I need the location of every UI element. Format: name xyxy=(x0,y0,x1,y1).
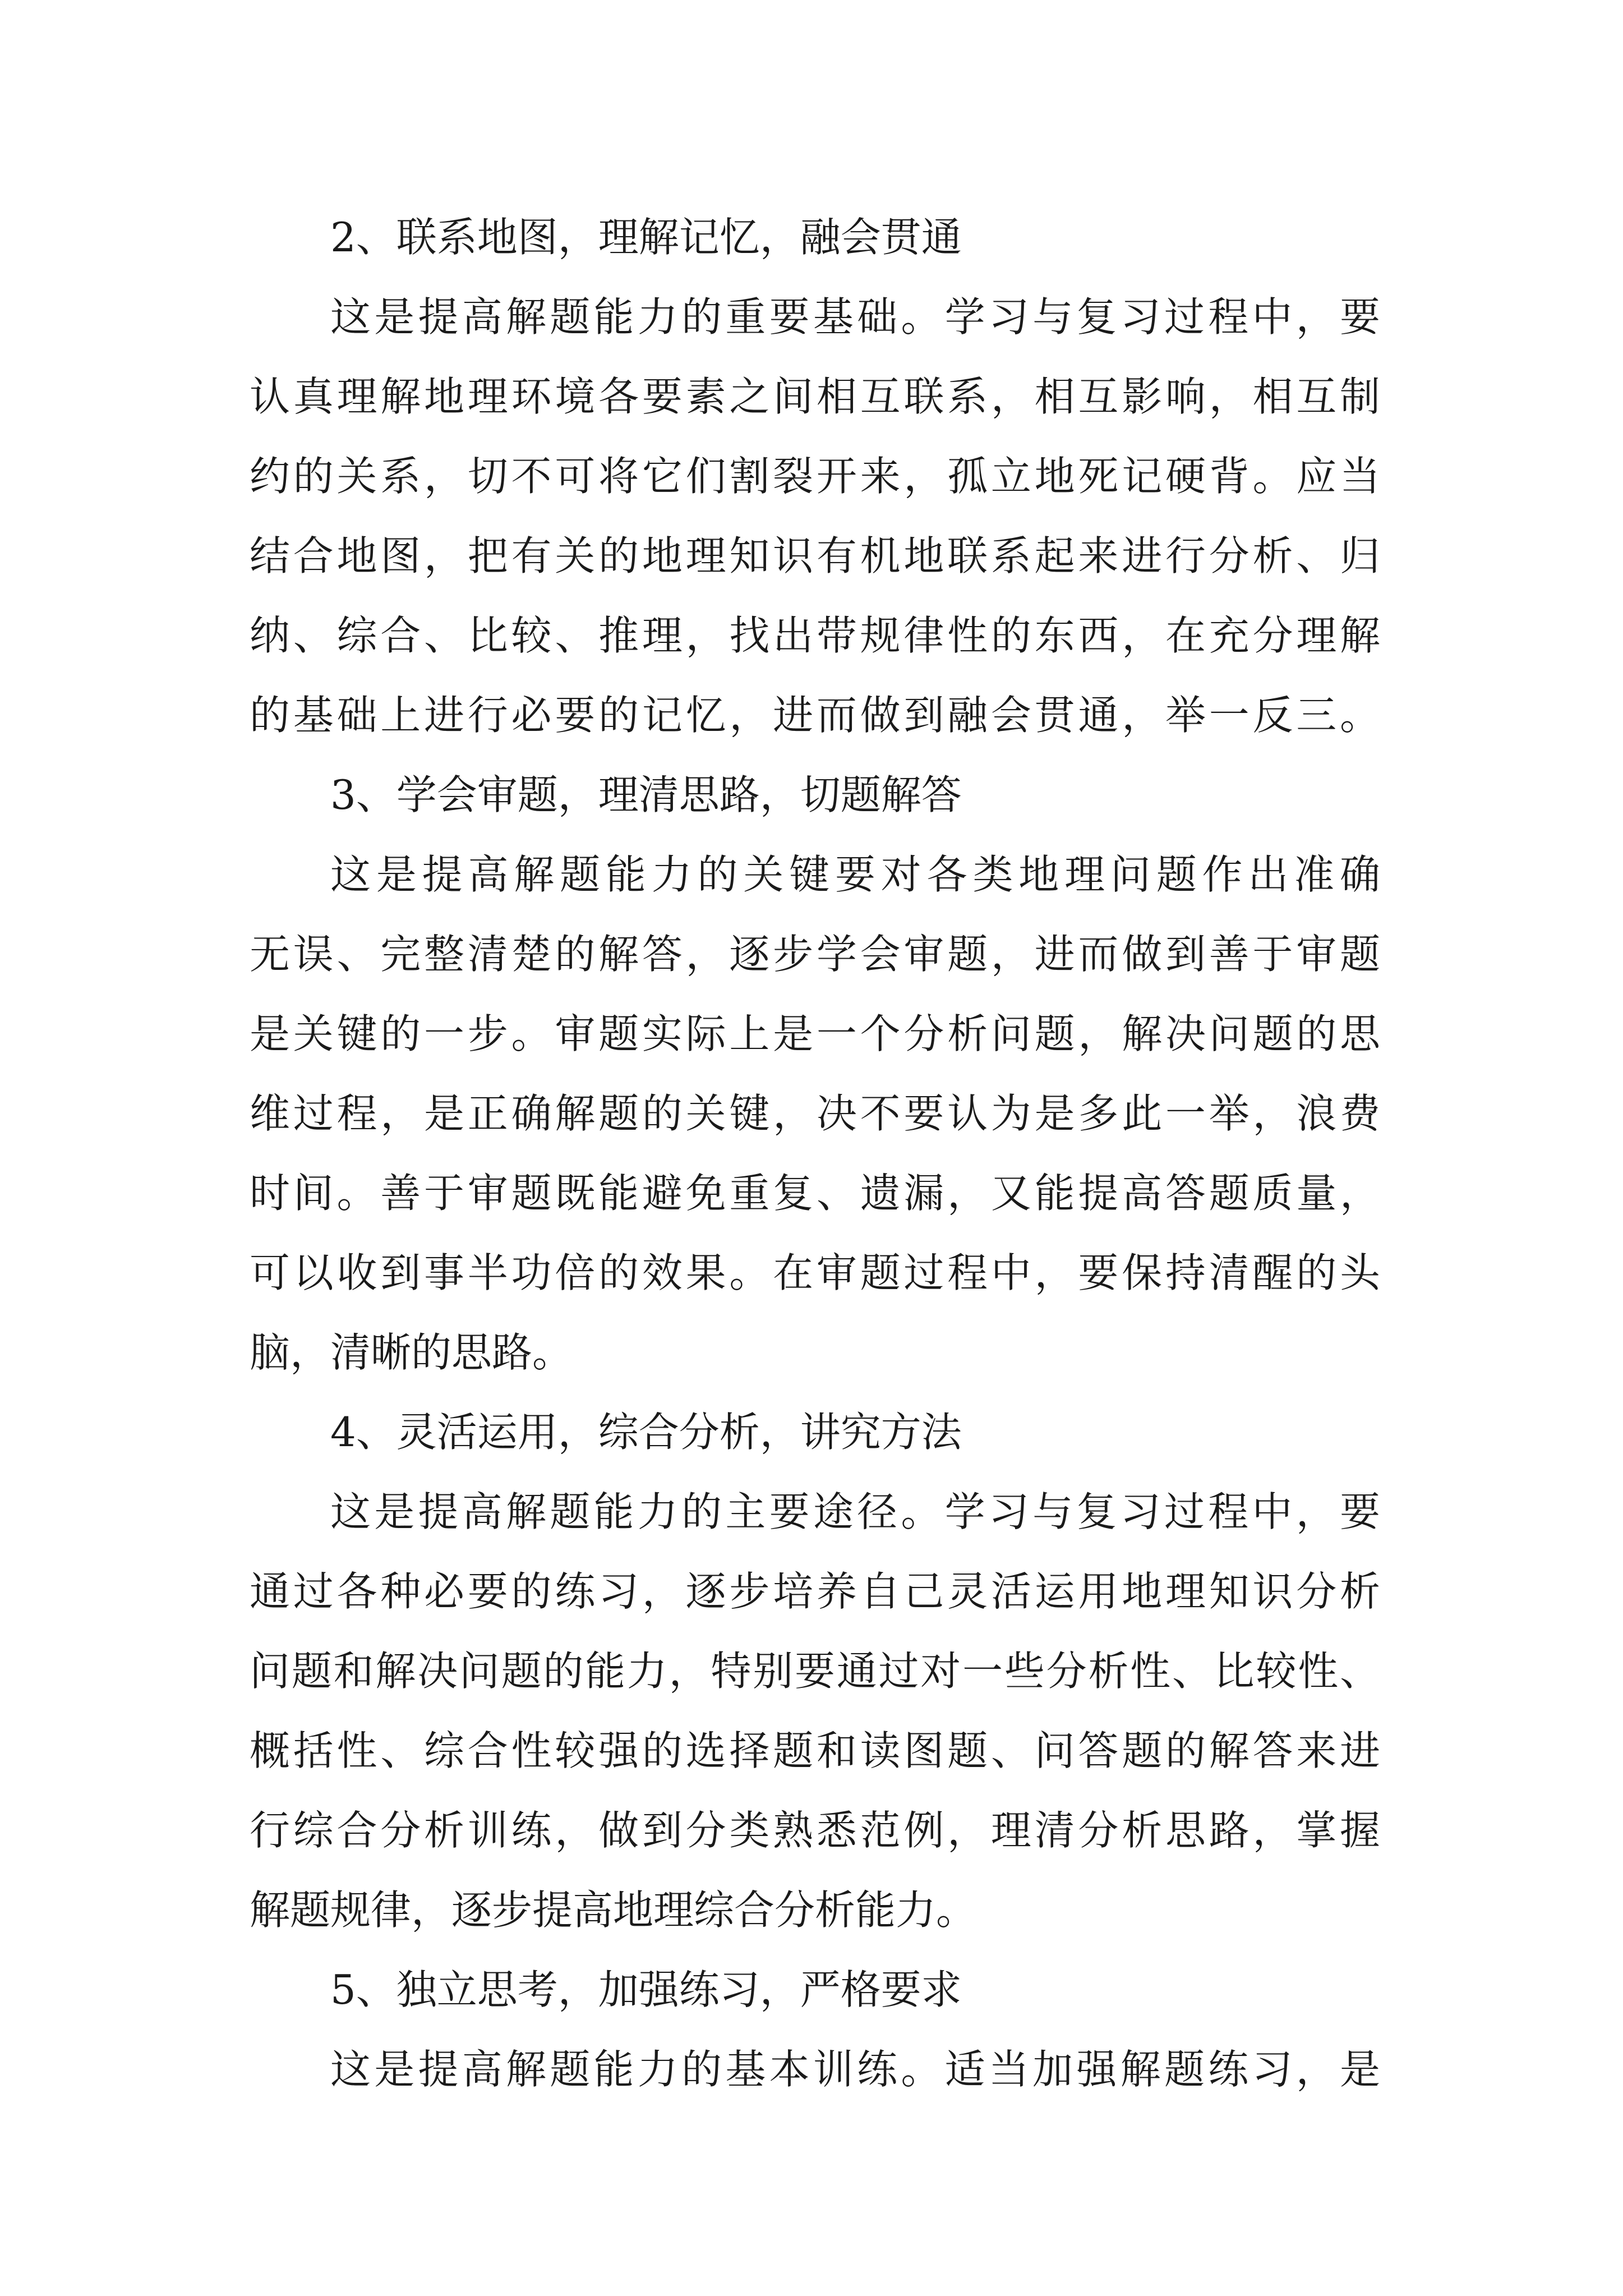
section-heading: 4、灵活运用，综合分析，讲究方法 xyxy=(330,1409,962,1456)
paragraph-line: 解题规律，逐步提高地理综合分析能力。 xyxy=(250,1887,977,1934)
paragraph-line: 约的关系，切不可将它们割裂开来，孤立地死记硬背。应当 xyxy=(250,453,1380,500)
section-heading: 2、联系地图，理解记忆，融会贯通 xyxy=(330,214,962,261)
paragraph-line: 脑，清晰的思路。 xyxy=(250,1329,573,1376)
paragraph-line: 这是提高解题能力的主要途径。学习与复习过程中，要 xyxy=(330,1488,1380,1535)
paragraph-line: 的基础上进行必要的记忆，进而做到融会贯通，举一反三。 xyxy=(250,692,1380,739)
paragraph-line: 结合地图，把有关的地理知识有机地联系起来进行分析、归 xyxy=(250,532,1380,579)
paragraph-line: 这是提高解题能力的基本训练。适当加强解题练习，是 xyxy=(330,2046,1380,2093)
paragraph-line: 这是提高解题能力的重要基础。学习与复习过程中，要 xyxy=(330,293,1380,341)
paragraph-line: 可以收到事半功倍的效果。在审题过程中，要保持清醒的头 xyxy=(250,1249,1380,1296)
paragraph-line: 无误、完整清楚的解答，逐步学会审题，进而做到善于审题 xyxy=(250,931,1380,978)
paragraph-line: 纳、综合、比较、推理，找出带规律性的东西，在充分理解 xyxy=(250,612,1380,659)
paragraph-line: 概括性、综合性较强的选择题和读图题、问答题的解答来进 xyxy=(250,1727,1380,1774)
paragraph-line: 认真理解地理环境各要素之间相互联系，相互影响，相互制 xyxy=(250,373,1380,420)
document-body xyxy=(250,197,1380,2109)
paragraph-line: 通过各种必要的练习，逐步培养自己灵活运用地理知识分析 xyxy=(250,1568,1380,1615)
paragraph-line: 问题和解决问题的能力，特别要通过对一些分析性、比较性、 xyxy=(250,1648,1380,1695)
section-heading: 3、学会审题，理清思路，切题解答 xyxy=(330,771,962,818)
paragraph-line: 行综合分析训练，做到分类熟悉范例，理清分析思路，掌握 xyxy=(250,1807,1380,1854)
paragraph-line: 是关键的一步。审题实际上是一个分析问题，解决问题的思 xyxy=(250,1010,1380,1057)
paragraph-line: 这是提高解题能力的关键要对各类地理问题作出准确 xyxy=(330,851,1380,898)
section-heading: 5、独立思考，加强练习，严格要求 xyxy=(330,1966,962,2013)
paragraph-line: 维过程，是正确解题的关键，决不要认为是多此一举，浪费 xyxy=(250,1090,1380,1137)
paragraph-line: 时间。善于审题既能避免重复、遗漏，又能提高答题质量， xyxy=(250,1170,1380,1217)
